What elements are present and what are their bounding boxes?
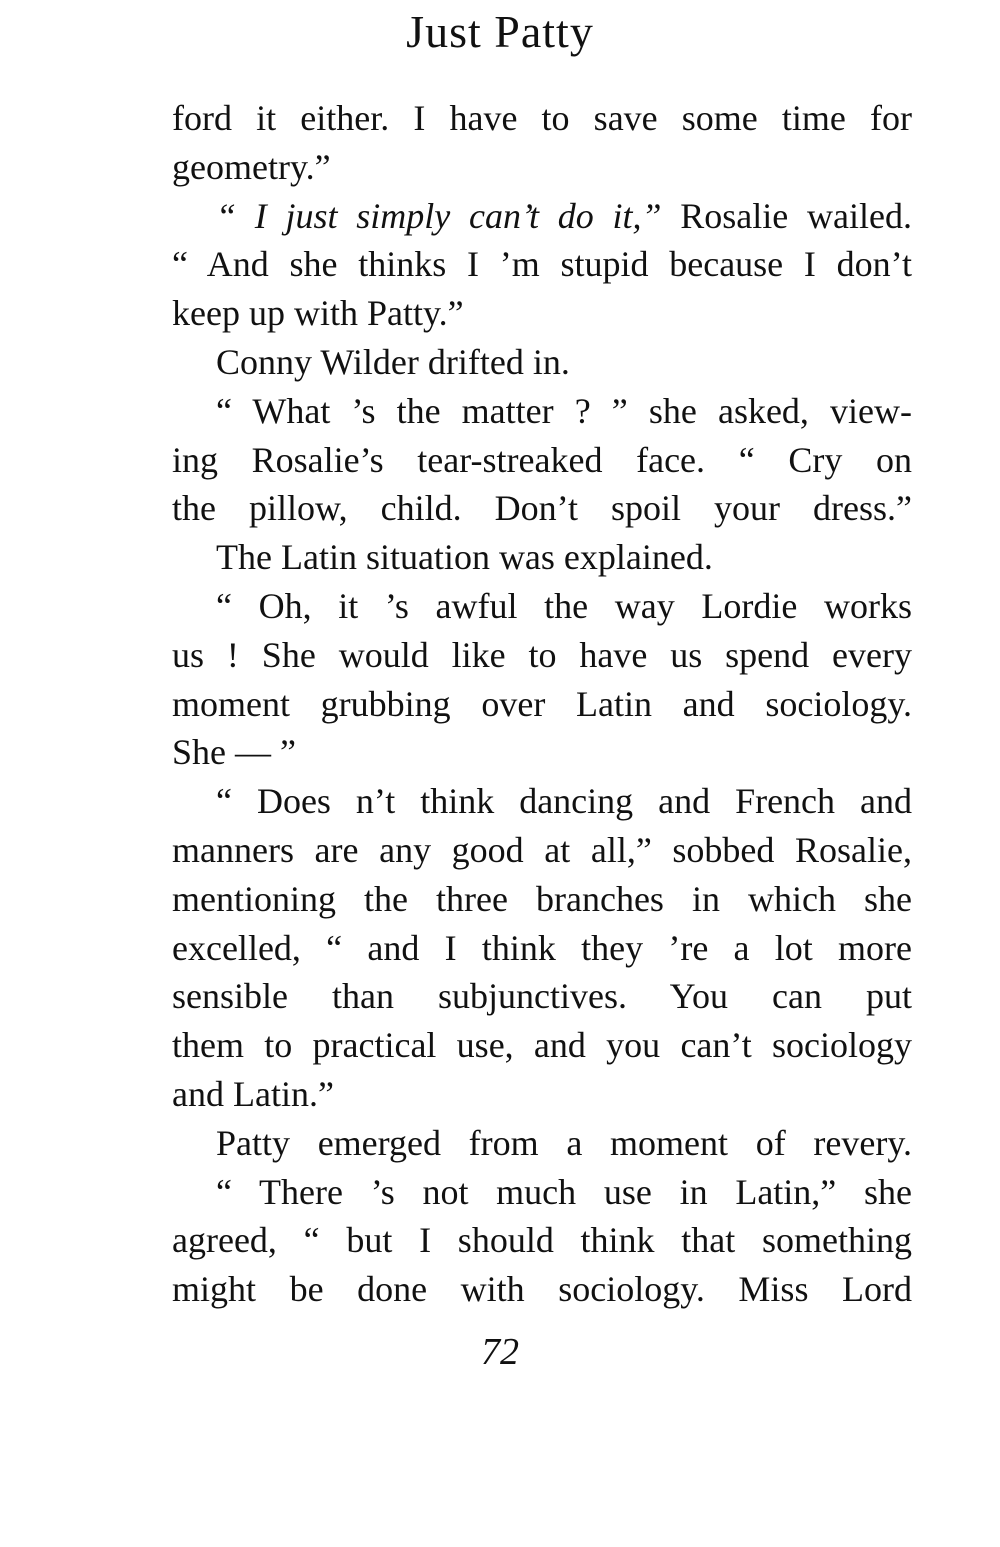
- text-line-10: The Latin situation was explained.: [216, 537, 713, 578]
- text-line-3-rest: Rosalie wailed.: [661, 195, 912, 236]
- text-line-8: ing Rosalie’s tear-streaked face. “ Cry on: [172, 439, 912, 480]
- text-line-12: us ! She would like to have us spend every: [172, 634, 912, 675]
- body-text: [172, 94, 912, 1314]
- text-line-7: “ What ’s the matter ? ” she asked, view-: [216, 390, 912, 431]
- italic-quote: “ I just simply can’t do it,”: [216, 195, 662, 236]
- text-line-15: “ Does n’t think dancing and French and: [216, 781, 912, 822]
- text-line-4: “ And she thinks I ’m stupid because I don’t: [172, 244, 912, 285]
- running-head: Just Patty: [406, 6, 594, 57]
- text-line-16: manners are any good at all,” sobbed Rosalie,: [172, 829, 912, 870]
- text-line-21: and Latin.”: [172, 1073, 334, 1114]
- page-number: 72: [481, 1331, 519, 1373]
- text-line-19: sensible than subjunctives. You can put: [172, 976, 912, 1017]
- text-line-17: mentioning the three branches in which she: [172, 878, 912, 919]
- text-line-22: Patty emerged from a moment of revery.: [216, 1122, 912, 1163]
- text-line-18: excelled, “ and I think they ’re a lot more: [172, 927, 912, 968]
- text-line-23: “ There ’s not much use in Latin,” she: [216, 1171, 912, 1212]
- text-line-1: ford it either. I have to save some time for: [172, 98, 912, 138]
- text-line-11: “ Oh, it ’s awful the way Lordie works: [216, 585, 912, 626]
- text-line-3: [172, 192, 912, 241]
- text-line-6: Conny Wilder drifted in.: [216, 341, 570, 382]
- text-line-20: them to practical use, and you can’t sociology: [172, 1025, 912, 1066]
- text-line-5: keep up with Patty.”: [172, 293, 464, 334]
- text-line-24: agreed, “ but I should think that something: [172, 1220, 912, 1261]
- text-line-14: She — ”: [172, 732, 296, 773]
- text-line-9: the pillow, child. Don’t spoil your dress.”: [172, 488, 912, 529]
- text-line-2: geometry.”: [172, 146, 331, 187]
- text-line-25: might be done with sociology. Miss Lord: [172, 1269, 912, 1310]
- text-line-13: moment grubbing over Latin and sociology.: [172, 683, 912, 724]
